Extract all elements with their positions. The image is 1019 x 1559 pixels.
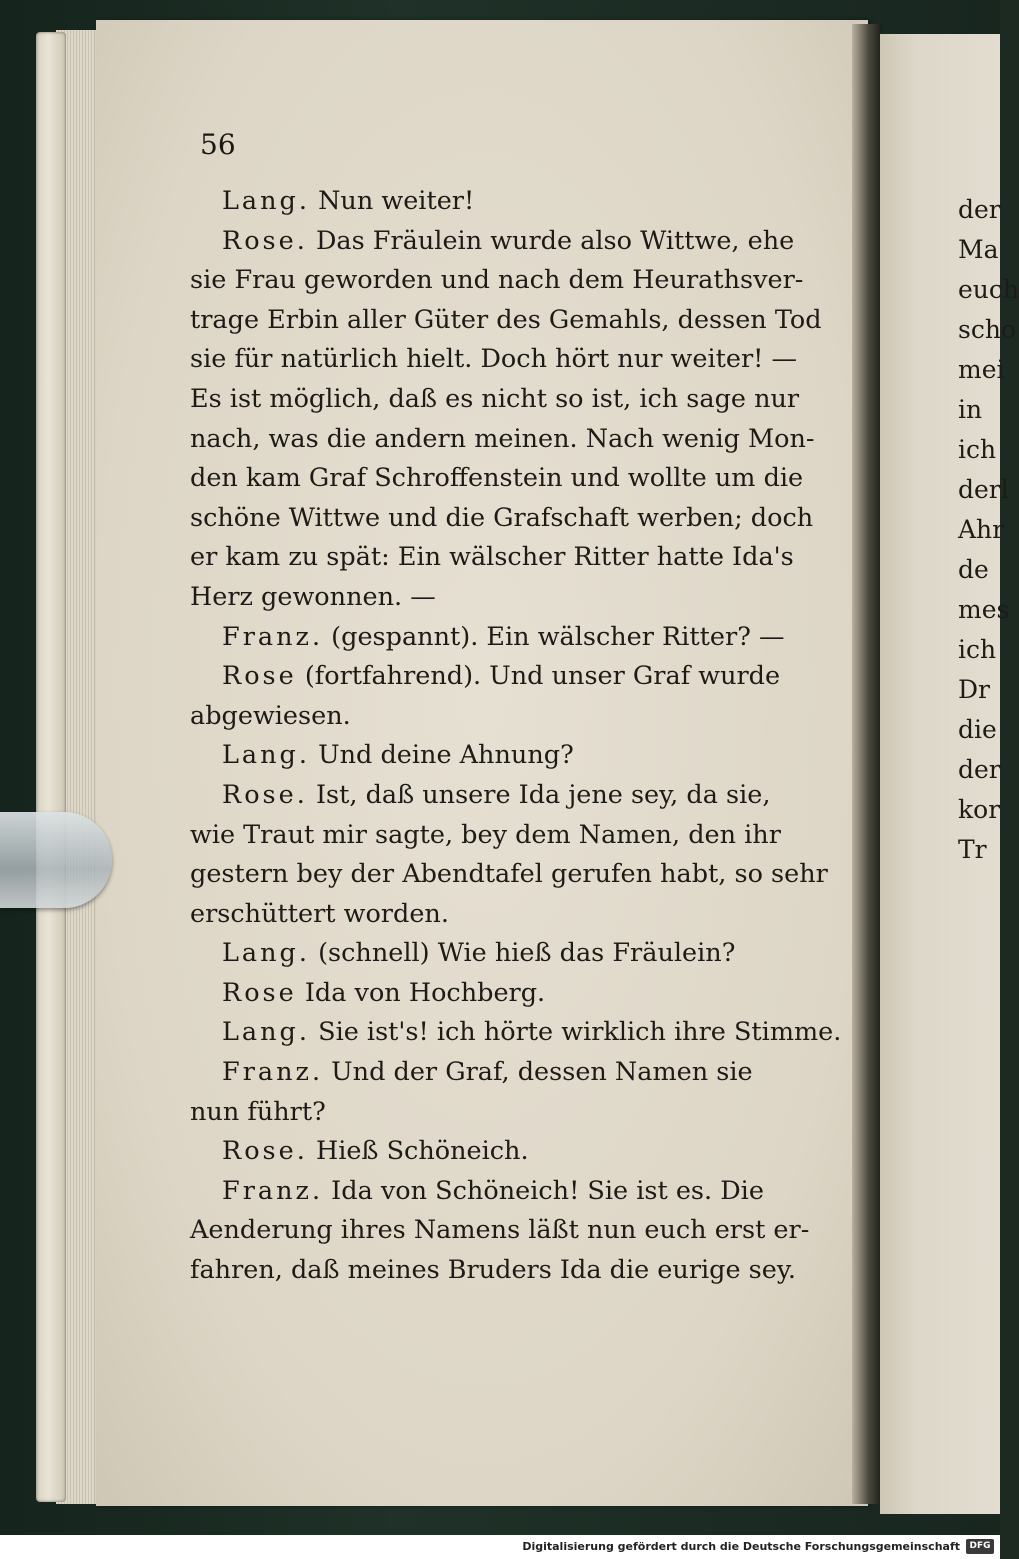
- text-line: [190, 974, 820, 1014]
- right-page-fragment: de: [958, 555, 989, 584]
- right-page-fragment: die: [958, 715, 997, 744]
- line-text: sie Frau geworden und nach dem Heurathsver-: [190, 265, 804, 296]
- text-line: [190, 697, 820, 737]
- speaker-name: Franz.: [222, 621, 324, 652]
- right-page-fragment: der: [958, 755, 1001, 784]
- text-line: [190, 261, 820, 301]
- speaker-name: Lang.: [222, 938, 310, 969]
- line-text: schöne Wittwe und die Grafschaft werben; doch: [190, 502, 814, 533]
- text-line: [190, 1013, 842, 1053]
- text-line: [190, 1211, 820, 1251]
- line-text: fahren, daß meines Bruders Ida die eurige sey.: [190, 1255, 796, 1286]
- line-text: abgewiesen.: [190, 700, 351, 731]
- page-text: [190, 182, 842, 1291]
- right-page-fragment: kor: [958, 795, 1001, 824]
- right-page-fragment: in: [958, 395, 983, 424]
- line-text: nach, was die andern meinen. Nach wenig Mon-: [190, 423, 815, 454]
- footer-bar: [0, 1535, 1000, 1559]
- line-text: wie Traut mir sagte, bey dem Namen, den ihr: [190, 819, 781, 850]
- line-text: (fortfahrend). Und unser Graf wurde: [304, 661, 781, 692]
- text-line: [190, 934, 820, 974]
- right-page-fragment: Dr: [958, 675, 990, 704]
- book-spine-edge: [36, 32, 66, 1502]
- text-line: [190, 578, 820, 618]
- speaker-name: Rose.: [222, 779, 308, 810]
- text-line: [190, 340, 820, 380]
- line-text: trage Erbin aller Güter des Gemahls, dessen Tod: [190, 304, 822, 335]
- line-text: Sie ist's! ich hörte wirklich ihre Stimme.: [318, 1017, 842, 1048]
- text-line: [190, 855, 828, 895]
- text-line: [190, 1251, 820, 1291]
- right-page-fragment: scho: [958, 315, 1016, 344]
- speaker-name: Franz.: [222, 1175, 324, 1206]
- speaker-name: Rose: [222, 977, 297, 1008]
- text-line: [190, 736, 820, 776]
- line-text: (gespannt). Ein wälscher Ritter? —: [331, 621, 785, 652]
- line-text: Und deine Ahnung?: [318, 740, 574, 771]
- right-page-fragment: ich: [958, 435, 997, 464]
- speaker-name: Franz.: [222, 1057, 324, 1088]
- line-text: er kam zu spät: Ein wälscher Ritter hatte Ida's: [190, 542, 794, 573]
- page-clip: [0, 812, 112, 908]
- speaker-name: Rose.: [222, 225, 308, 256]
- right-page-fragment: der: [958, 195, 1001, 224]
- text-line: [190, 895, 820, 935]
- speaker-name: Lang.: [222, 186, 310, 216]
- text-line: [190, 301, 820, 341]
- text-line: [190, 380, 820, 420]
- right-page-fragment: mes: [958, 595, 1010, 624]
- line-text: Ist, daß unsere Ida jene sey, da sie,: [315, 779, 771, 810]
- text-line: [190, 182, 820, 222]
- text-line: [190, 816, 820, 856]
- line-text: Hieß Schöneich.: [315, 1136, 529, 1167]
- right-page-fragment: Tr: [958, 835, 987, 864]
- right-page-fragment: mei: [958, 355, 1005, 384]
- speaker-name: Lang.: [222, 1017, 310, 1048]
- dfg-logo: DFG: [966, 1539, 994, 1554]
- line-text: Ida von Hochberg.: [304, 977, 546, 1008]
- line-text: gestern bey der Abendtafel gerufen habt, so sehr: [190, 859, 828, 890]
- line-text: Und der Graf, dessen Namen sie: [331, 1057, 753, 1088]
- text-line: [190, 657, 820, 697]
- line-text: sie für natürlich hielt. Doch hört nur weiter! —: [190, 344, 798, 375]
- line-text: den kam Graf Schroffenstein und wollte um die: [190, 463, 804, 494]
- line-text: Ida von Schöneich! Sie ist es. Die: [331, 1175, 764, 1206]
- right-page-fragment: derl: [958, 475, 1009, 504]
- footer-credit: Digitalisierung gefördert durch die Deutsche Forschungsgemeinschaft: [522, 1540, 960, 1553]
- line-text: (schnell) Wie hieß das Fräulein?: [318, 938, 736, 969]
- line-text: Das Fräulein wurde also Wittwe, ehe: [315, 225, 795, 256]
- line-text: Es ist möglich, daß es nicht so ist, ich sage nur: [190, 383, 800, 414]
- line-text: Nun weiter!: [318, 186, 475, 216]
- text-line: [190, 420, 820, 460]
- speaker-name: Rose: [222, 661, 297, 692]
- line-text: Aenderung ihres Namens läßt nun euch erst er-: [190, 1215, 810, 1246]
- speaker-name: Lang.: [222, 740, 310, 771]
- line-text: Herz gewonnen. —: [190, 581, 436, 612]
- speaker-name: Rose.: [222, 1136, 308, 1167]
- text-line: [190, 1172, 820, 1212]
- text-line: [190, 538, 820, 578]
- text-line: [190, 618, 820, 658]
- text-line: [190, 776, 820, 816]
- right-page-fragment: ich: [958, 635, 997, 664]
- line-text: erschüttert worden.: [190, 898, 449, 929]
- line-text: nun führt?: [190, 1096, 326, 1127]
- book-gutter: [852, 24, 882, 1504]
- text-line: [190, 1132, 820, 1172]
- text-line: [190, 459, 820, 499]
- text-line: [190, 499, 820, 539]
- right-page-text-fragments: [958, 190, 1019, 870]
- text-line: [190, 1093, 820, 1133]
- page-number: 56: [200, 128, 236, 161]
- text-line: [190, 1053, 820, 1093]
- text-line: [190, 222, 820, 262]
- right-page-fragment: Ahr: [958, 515, 1005, 544]
- right-page-fragment: euch: [958, 275, 1019, 304]
- right-page-fragment: Ma: [958, 235, 999, 264]
